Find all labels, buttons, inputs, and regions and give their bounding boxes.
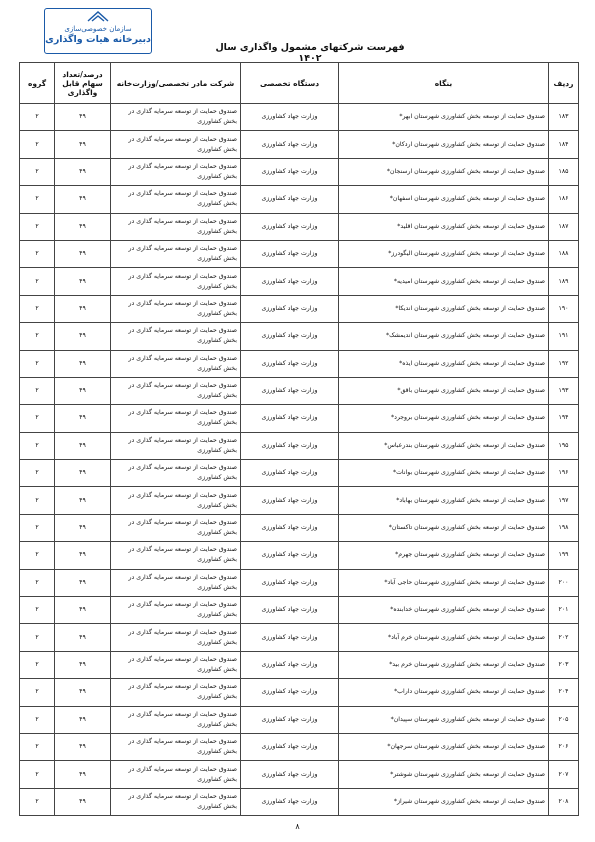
agency-cell: وزارت جهاد کشاورزی bbox=[241, 104, 339, 131]
parent-company-cell: صندوق حمایت از توسعه سرمایه گذاری در بخش کشاورزی bbox=[111, 268, 241, 295]
company-name-cell: صندوق حمایت از توسعه بخش کشاورزی شهرستان خرم بید* bbox=[339, 651, 549, 678]
share-percent-cell: ۴۹ bbox=[55, 350, 111, 377]
table-row bbox=[20, 597, 579, 624]
row-number-cell: ۱۸۷ bbox=[549, 213, 579, 240]
company-name-cell: صندوق حمایت از توسعه بخش کشاورزی شهرستان حاجی آباد* bbox=[339, 569, 549, 596]
table-row bbox=[20, 733, 579, 760]
parent-company-cell: صندوق حمایت از توسعه سرمایه گذاری در بخش کشاورزی bbox=[111, 651, 241, 678]
parent-company-cell: صندوق حمایت از توسعه سرمایه گذاری در بخش کشاورزی bbox=[111, 487, 241, 514]
group-cell: ۲ bbox=[20, 186, 55, 213]
company-name-cell: صندوق حمایت از توسعه بخش کشاورزی شهرستان جهرم* bbox=[339, 542, 549, 569]
company-name-cell: صندوق حمایت از توسعه بخش کشاورزی شهرستان ارسنجان* bbox=[339, 158, 549, 185]
header-group: گروه bbox=[20, 63, 55, 104]
company-name-cell: صندوق حمایت از توسعه بخش کشاورزی شهرستان اندیمشک* bbox=[339, 323, 549, 350]
share-percent-cell: ۴۹ bbox=[55, 597, 111, 624]
share-percent-cell: ۴۹ bbox=[55, 706, 111, 733]
row-number-cell: ۲۰۶ bbox=[549, 733, 579, 760]
parent-company-cell: صندوق حمایت از توسعه سرمایه گذاری در بخش کشاورزی bbox=[111, 405, 241, 432]
group-cell: ۲ bbox=[20, 350, 55, 377]
share-percent-cell: ۴۹ bbox=[55, 761, 111, 788]
row-number-cell: ۲۰۱ bbox=[549, 597, 579, 624]
group-cell: ۲ bbox=[20, 651, 55, 678]
agency-cell: وزارت جهاد کشاورزی bbox=[241, 432, 339, 459]
table-row bbox=[20, 569, 579, 596]
row-number-cell: ۱۸۴ bbox=[549, 131, 579, 158]
agency-cell: وزارت جهاد کشاورزی bbox=[241, 542, 339, 569]
table-row bbox=[20, 432, 579, 459]
parent-company-cell: صندوق حمایت از توسعه سرمایه گذاری در بخش کشاورزی bbox=[111, 323, 241, 350]
table-row bbox=[20, 514, 579, 541]
header-share-percent: درصد/تعداد سهام قابل واگذاری bbox=[55, 63, 111, 104]
parent-company-cell: صندوق حمایت از توسعه سرمایه گذاری در بخش کشاورزی bbox=[111, 788, 241, 815]
company-name-cell: صندوق حمایت از توسعه بخش کشاورزی شهرستان بروجرد* bbox=[339, 405, 549, 432]
table-row bbox=[20, 213, 579, 240]
parent-company-cell: صندوق حمایت از توسعه سرمایه گذاری در بخش کشاورزی bbox=[111, 761, 241, 788]
agency-cell: وزارت جهاد کشاورزی bbox=[241, 405, 339, 432]
company-name-cell: صندوق حمایت از توسعه بخش کشاورزی شهرستان امیدیه* bbox=[339, 268, 549, 295]
table-row bbox=[20, 624, 579, 651]
parent-company-cell: صندوق حمایت از توسعه سرمایه گذاری در بخش کشاورزی bbox=[111, 131, 241, 158]
table-row bbox=[20, 158, 579, 185]
group-cell: ۲ bbox=[20, 460, 55, 487]
parent-company-cell: صندوق حمایت از توسعه سرمایه گذاری در بخش کشاورزی bbox=[111, 104, 241, 131]
agency-cell: وزارت جهاد کشاورزی bbox=[241, 487, 339, 514]
share-percent-cell: ۴۹ bbox=[55, 158, 111, 185]
agency-cell: وزارت جهاد کشاورزی bbox=[241, 240, 339, 267]
page-number: ۸ bbox=[295, 822, 300, 831]
company-name-cell: صندوق حمایت از توسعه بخش کشاورزی شهرستان خرم آباد* bbox=[339, 624, 549, 651]
agency-cell: وزارت جهاد کشاورزی bbox=[241, 761, 339, 788]
group-cell: ۲ bbox=[20, 514, 55, 541]
row-number-cell: ۱۸۵ bbox=[549, 158, 579, 185]
company-name-cell: صندوق حمایت از توسعه بخش کشاورزی شهرستان بوانات* bbox=[339, 460, 549, 487]
logo-line-1: سازمان خصوصی‌سازی bbox=[64, 25, 132, 33]
parent-company-cell: صندوق حمایت از توسعه سرمایه گذاری در بخش کشاورزی bbox=[111, 432, 241, 459]
row-number-cell: ۲۰۳ bbox=[549, 651, 579, 678]
row-number-cell: ۱۸۶ bbox=[549, 186, 579, 213]
page-title: فهرست شرکتهای مشمول واگذاری سال ۱۴۰۲ bbox=[215, 42, 405, 64]
parent-company-cell: صندوق حمایت از توسعه سرمایه گذاری در بخش کشاورزی bbox=[111, 733, 241, 760]
share-percent-cell: ۴۹ bbox=[55, 213, 111, 240]
table-row bbox=[20, 104, 579, 131]
agency-cell: وزارت جهاد کشاورزی bbox=[241, 706, 339, 733]
table-body bbox=[20, 104, 579, 816]
company-name-cell: صندوق حمایت از توسعه بخش کشاورزی شهرستان اردکان* bbox=[339, 131, 549, 158]
share-percent-cell: ۴۹ bbox=[55, 460, 111, 487]
share-percent-cell: ۴۹ bbox=[55, 405, 111, 432]
group-cell: ۲ bbox=[20, 405, 55, 432]
table-row bbox=[20, 350, 579, 377]
agency-cell: وزارت جهاد کشاورزی bbox=[241, 514, 339, 541]
company-name-cell: صندوق حمایت از توسعه بخش کشاورزی شهرستان تاکستان* bbox=[339, 514, 549, 541]
share-percent-cell: ۴۹ bbox=[55, 569, 111, 596]
group-cell: ۲ bbox=[20, 295, 55, 322]
company-name-cell: صندوق حمایت از توسعه بخش کشاورزی شهرستان اقلید* bbox=[339, 213, 549, 240]
agency-cell: وزارت جهاد کشاورزی bbox=[241, 624, 339, 651]
row-number-cell: ۲۰۴ bbox=[549, 679, 579, 706]
share-percent-cell: ۴۹ bbox=[55, 487, 111, 514]
row-number-cell: ۲۰۰ bbox=[549, 569, 579, 596]
companies-table bbox=[19, 62, 579, 816]
table-row bbox=[20, 186, 579, 213]
parent-company-cell: صندوق حمایت از توسعه سرمایه گذاری در بخش کشاورزی bbox=[111, 240, 241, 267]
header-company: بنگاه bbox=[339, 63, 549, 104]
share-percent-cell: ۴۹ bbox=[55, 679, 111, 706]
group-cell: ۲ bbox=[20, 323, 55, 350]
group-cell: ۲ bbox=[20, 569, 55, 596]
parent-company-cell: صندوق حمایت از توسعه سرمایه گذاری در بخش کشاورزی bbox=[111, 624, 241, 651]
row-number-cell: ۲۰۸ bbox=[549, 788, 579, 815]
table-row bbox=[20, 487, 579, 514]
share-percent-cell: ۴۹ bbox=[55, 432, 111, 459]
group-cell: ۲ bbox=[20, 268, 55, 295]
share-percent-cell: ۴۹ bbox=[55, 268, 111, 295]
group-cell: ۲ bbox=[20, 131, 55, 158]
group-cell: ۲ bbox=[20, 487, 55, 514]
share-percent-cell: ۴۹ bbox=[55, 788, 111, 815]
parent-company-cell: صندوق حمایت از توسعه سرمایه گذاری در بخش کشاورزی bbox=[111, 213, 241, 240]
group-cell: ۲ bbox=[20, 542, 55, 569]
row-number-cell: ۱۹۵ bbox=[549, 432, 579, 459]
table-row bbox=[20, 542, 579, 569]
table-row bbox=[20, 651, 579, 678]
group-cell: ۲ bbox=[20, 240, 55, 267]
agency-cell: وزارت جهاد کشاورزی bbox=[241, 295, 339, 322]
agency-cell: وزارت جهاد کشاورزی bbox=[241, 597, 339, 624]
company-name-cell: صندوق حمایت از توسعه بخش کشاورزی شهرستان ایذه* bbox=[339, 350, 549, 377]
row-number-cell: ۱۹۴ bbox=[549, 405, 579, 432]
organization-logo bbox=[44, 8, 152, 54]
agency-cell: وزارت جهاد کشاورزی bbox=[241, 733, 339, 760]
company-name-cell: صندوق حمایت از توسعه بخش کشاورزی شهرستان شیراز* bbox=[339, 788, 549, 815]
agency-cell: وزارت جهاد کشاورزی bbox=[241, 350, 339, 377]
company-name-cell: صندوق حمایت از توسعه بخش کشاورزی شهرستان بهاباد* bbox=[339, 487, 549, 514]
group-cell: ۲ bbox=[20, 624, 55, 651]
parent-company-cell: صندوق حمایت از توسعه سرمایه گذاری در بخش کشاورزی bbox=[111, 706, 241, 733]
table-row bbox=[20, 761, 579, 788]
group-cell: ۲ bbox=[20, 377, 55, 404]
company-name-cell: صندوق حمایت از توسعه بخش کشاورزی شهرستان شوشتر* bbox=[339, 761, 549, 788]
parent-company-cell: صندوق حمایت از توسعه سرمایه گذاری در بخش کشاورزی bbox=[111, 295, 241, 322]
agency-cell: وزارت جهاد کشاورزی bbox=[241, 158, 339, 185]
row-number-cell: ۱۹۲ bbox=[549, 350, 579, 377]
header-row-number: ردیف bbox=[549, 63, 579, 104]
company-name-cell: صندوق حمایت از توسعه بخش کشاورزی شهرستان باقق* bbox=[339, 377, 549, 404]
row-number-cell: ۱۹۶ bbox=[549, 460, 579, 487]
group-cell: ۲ bbox=[20, 733, 55, 760]
table-row bbox=[20, 460, 579, 487]
table-row bbox=[20, 405, 579, 432]
emblem-icon bbox=[45, 11, 151, 25]
share-percent-cell: ۴۹ bbox=[55, 624, 111, 651]
company-name-cell: صندوق حمایت از توسعه بخش کشاورزی شهرستان سرجهان* bbox=[339, 733, 549, 760]
table-row bbox=[20, 788, 579, 815]
parent-company-cell: صندوق حمایت از توسعه سرمایه گذاری در بخش کشاورزی bbox=[111, 679, 241, 706]
group-cell: ۲ bbox=[20, 597, 55, 624]
share-percent-cell: ۴۹ bbox=[55, 542, 111, 569]
company-name-cell: صندوق حمایت از توسعه بخش کشاورزی شهرستان اسفهان* bbox=[339, 186, 549, 213]
agency-cell: وزارت جهاد کشاورزی bbox=[241, 268, 339, 295]
parent-company-cell: صندوق حمایت از توسعه سرمایه گذاری در بخش کشاورزی bbox=[111, 350, 241, 377]
parent-company-cell: صندوق حمایت از توسعه سرمایه گذاری در بخش کشاورزی bbox=[111, 186, 241, 213]
company-name-cell: صندوق حمایت از توسعه بخش کشاورزی شهرستان داراب* bbox=[339, 679, 549, 706]
agency-cell: وزارت جهاد کشاورزی bbox=[241, 460, 339, 487]
group-cell: ۲ bbox=[20, 788, 55, 815]
row-number-cell: ۲۰۲ bbox=[549, 624, 579, 651]
row-number-cell: ۱۹۸ bbox=[549, 514, 579, 541]
company-name-cell: صندوق حمایت از توسعه بخش کشاورزی شهرستان اندیکا* bbox=[339, 295, 549, 322]
share-percent-cell: ۴۹ bbox=[55, 651, 111, 678]
agency-cell: وزارت جهاد کشاورزی bbox=[241, 377, 339, 404]
agency-cell: وزارت جهاد کشاورزی bbox=[241, 131, 339, 158]
share-percent-cell: ۴۹ bbox=[55, 295, 111, 322]
row-number-cell: ۲۰۷ bbox=[549, 761, 579, 788]
parent-company-cell: صندوق حمایت از توسعه سرمایه گذاری در بخش کشاورزی bbox=[111, 597, 241, 624]
parent-company-cell: صندوق حمایت از توسعه سرمایه گذاری در بخش کشاورزی bbox=[111, 158, 241, 185]
share-percent-cell: ۴۹ bbox=[55, 131, 111, 158]
row-number-cell: ۱۹۳ bbox=[549, 377, 579, 404]
share-percent-cell: ۴۹ bbox=[55, 104, 111, 131]
share-percent-cell: ۴۹ bbox=[55, 733, 111, 760]
agency-cell: وزارت جهاد کشاورزی bbox=[241, 788, 339, 815]
table-row bbox=[20, 240, 579, 267]
row-number-cell: ۱۸۳ bbox=[549, 104, 579, 131]
share-percent-cell: ۴۹ bbox=[55, 186, 111, 213]
group-cell: ۲ bbox=[20, 213, 55, 240]
company-name-cell: صندوق حمایت از توسعه بخش کشاورزی شهرستان خدابنده* bbox=[339, 597, 549, 624]
agency-cell: وزارت جهاد کشاورزی bbox=[241, 651, 339, 678]
table-row bbox=[20, 323, 579, 350]
parent-company-cell: صندوق حمایت از توسعه سرمایه گذاری در بخش کشاورزی bbox=[111, 542, 241, 569]
agency-cell: وزارت جهاد کشاورزی bbox=[241, 323, 339, 350]
share-percent-cell: ۴۹ bbox=[55, 377, 111, 404]
logo-line-2: دبیرخانه هیات واگذاری bbox=[45, 34, 151, 45]
group-cell: ۲ bbox=[20, 158, 55, 185]
row-number-cell: ۲۰۵ bbox=[549, 706, 579, 733]
parent-company-cell: صندوق حمایت از توسعه سرمایه گذاری در بخش کشاورزی bbox=[111, 514, 241, 541]
table-row bbox=[20, 268, 579, 295]
header-parent: شرکت مادر تخصصی/وزارت‌خانه bbox=[111, 63, 241, 104]
agency-cell: وزارت جهاد کشاورزی bbox=[241, 679, 339, 706]
share-percent-cell: ۴۹ bbox=[55, 323, 111, 350]
share-percent-cell: ۴۹ bbox=[55, 514, 111, 541]
header-agency: دستگاه تخصصی bbox=[241, 63, 339, 104]
company-name-cell: صندوق حمایت از توسعه بخش کشاورزی شهرستان ابهر* bbox=[339, 104, 549, 131]
company-name-cell: صندوق حمایت از توسعه بخش کشاورزی شهرستان الیگودرز* bbox=[339, 240, 549, 267]
parent-company-cell: صندوق حمایت از توسعه سرمایه گذاری در بخش کشاورزی bbox=[111, 377, 241, 404]
table-row bbox=[20, 706, 579, 733]
table-row bbox=[20, 131, 579, 158]
parent-company-cell: صندوق حمایت از توسعه سرمایه گذاری در بخش کشاورزی bbox=[111, 460, 241, 487]
row-number-cell: ۱۹۰ bbox=[549, 295, 579, 322]
share-percent-cell: ۴۹ bbox=[55, 240, 111, 267]
row-number-cell: ۱۹۱ bbox=[549, 323, 579, 350]
agency-cell: وزارت جهاد کشاورزی bbox=[241, 186, 339, 213]
table-header-row bbox=[20, 63, 579, 104]
table-row bbox=[20, 295, 579, 322]
group-cell: ۲ bbox=[20, 104, 55, 131]
parent-company-cell: صندوق حمایت از توسعه سرمایه گذاری در بخش کشاورزی bbox=[111, 569, 241, 596]
agency-cell: وزارت جهاد کشاورزی bbox=[241, 569, 339, 596]
group-cell: ۲ bbox=[20, 761, 55, 788]
company-name-cell: صندوق حمایت از توسعه بخش کشاورزی شهرستان سپیدان* bbox=[339, 706, 549, 733]
row-number-cell: ۱۸۸ bbox=[549, 240, 579, 267]
company-name-cell: صندوق حمایت از توسعه بخش کشاورزی شهرستان بندرعباس* bbox=[339, 432, 549, 459]
table-row bbox=[20, 377, 579, 404]
table-row bbox=[20, 679, 579, 706]
group-cell: ۲ bbox=[20, 679, 55, 706]
group-cell: ۲ bbox=[20, 706, 55, 733]
group-cell: ۲ bbox=[20, 432, 55, 459]
agency-cell: وزارت جهاد کشاورزی bbox=[241, 213, 339, 240]
row-number-cell: ۱۹۹ bbox=[549, 542, 579, 569]
row-number-cell: ۱۹۷ bbox=[549, 487, 579, 514]
row-number-cell: ۱۸۹ bbox=[549, 268, 579, 295]
